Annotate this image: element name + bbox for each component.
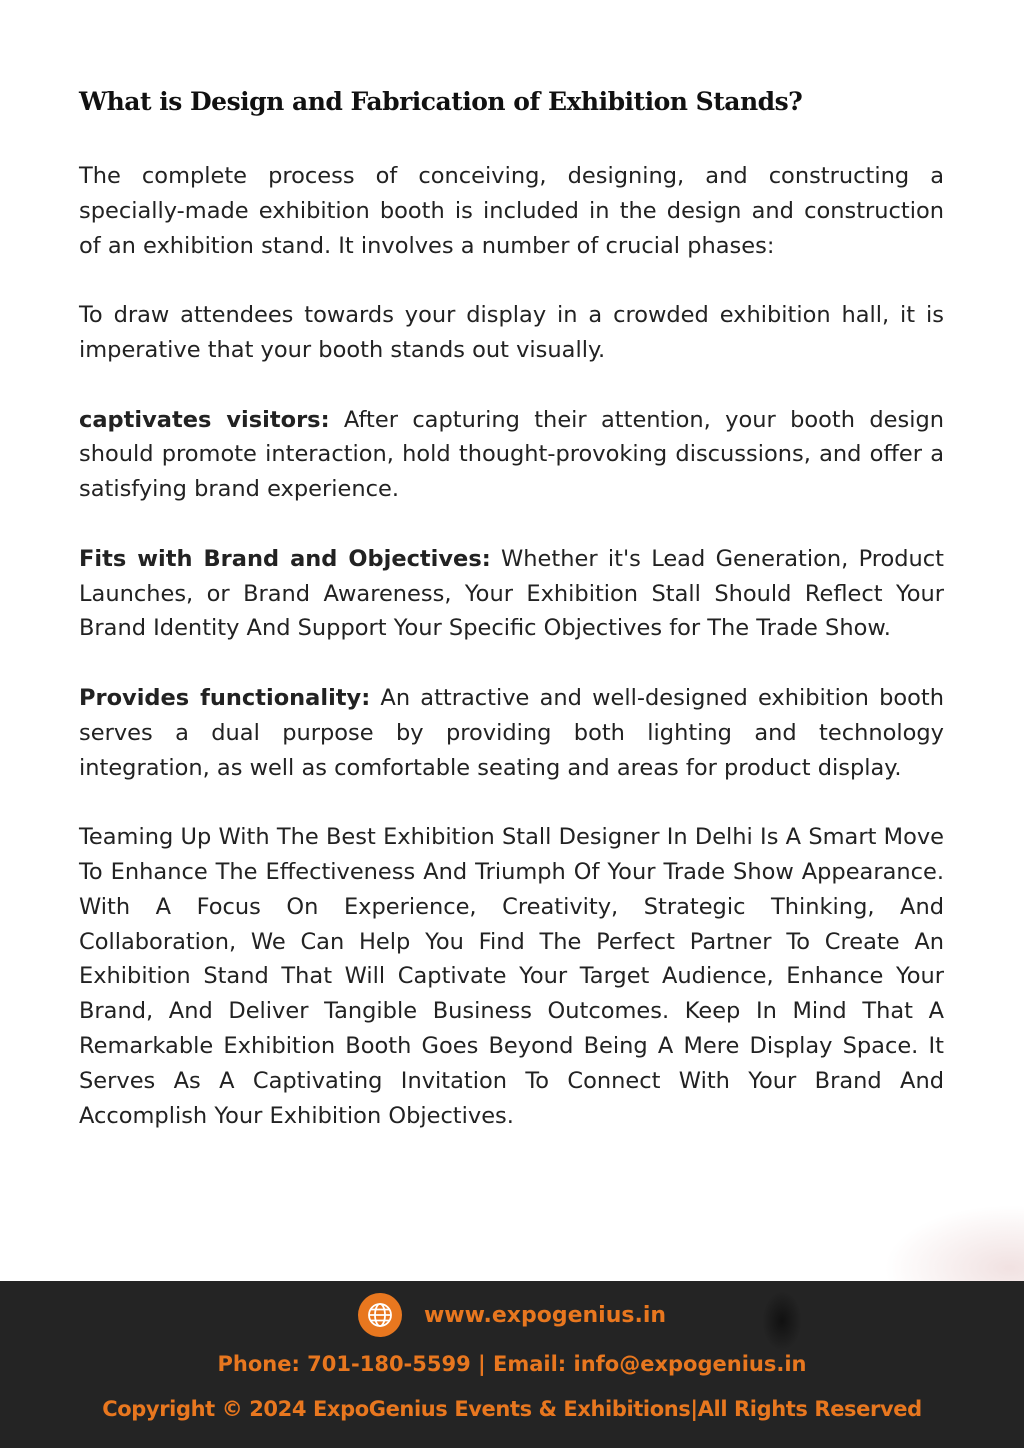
contact-info: Phone: 701-180-5599 | Email: info@expogenius.in: [217, 1352, 807, 1376]
page-title: What is Design and Fabrication of Exhibition Stands?: [79, 87, 803, 116]
point-lead: captivates visitors:: [79, 406, 330, 433]
point-text: After capturing their attention, your booth design should promote interaction, hold thought-provoking discussions, and offer a satisfying brand experience.: [79, 406, 944, 503]
point-text: An attractive and well-designed exhibition booth serves a dual purpose by providing both lighting and technology integration, as well as comfortable seating and areas for product display.: [79, 684, 944, 781]
point-fits-brand: [79, 542, 944, 646]
point-functionality: [79, 681, 944, 785]
footer: [0, 1281, 1024, 1448]
closing-paragraph: Teaming Up With The Best Exhibition Stall Designer In Delhi Is A Smart Move To Enhance The Effectiveness And Triumph Of Your Trade Show Appearance. With A Focus On Experience, Creativity, Strategic Thinking, And Collaboration, We Can Help You Find The Perfect Partner To Create An Exhibition Stand That Will Captivate Your Target Audience, Enhance Your Brand, And Deliver Tangible Business Outcomes. Keep In Mind That A Remarkable Exhibition Booth Goes Beyond Being A Mere Display Space. It Serves As A Captivating Invitation To Connect With Your Brand And Accomplish Your Exhibition Objectives.: [79, 824, 944, 1129]
intro-paragraph: The complete process of conceiving, designing, and constructing a specially-made exhibition booth is included in the design and construction of an exhibition stand. It involves a number of crucial phases:: [79, 163, 944, 259]
point-lead: Fits with Brand and Objectives:: [79, 545, 491, 572]
globe-icon: [358, 1293, 402, 1337]
visual-paragraph: To draw attendees towards your display in a crowded exhibition hall, it is imperative that your booth stands out visually.: [79, 302, 944, 363]
point-captivates-visitors: [79, 403, 944, 507]
article: [79, 84, 944, 1133]
copyright-text: Copyright © 2024 ExpoGenius Events & Exhibitions|All Rights Reserved: [102, 1397, 922, 1421]
website-link[interactable]: www.expogenius.in: [423, 1302, 667, 1328]
point-text: Whether it's Lead Generation, Product Launches, or Brand Awareness, Your Exhibition Stall Should Reflect Your Brand Identity And Support Your Specific Objectives for The Trade Show.: [79, 545, 944, 642]
footer-website: [0, 1293, 1024, 1337]
point-lead: Provides functionality:: [79, 684, 371, 711]
